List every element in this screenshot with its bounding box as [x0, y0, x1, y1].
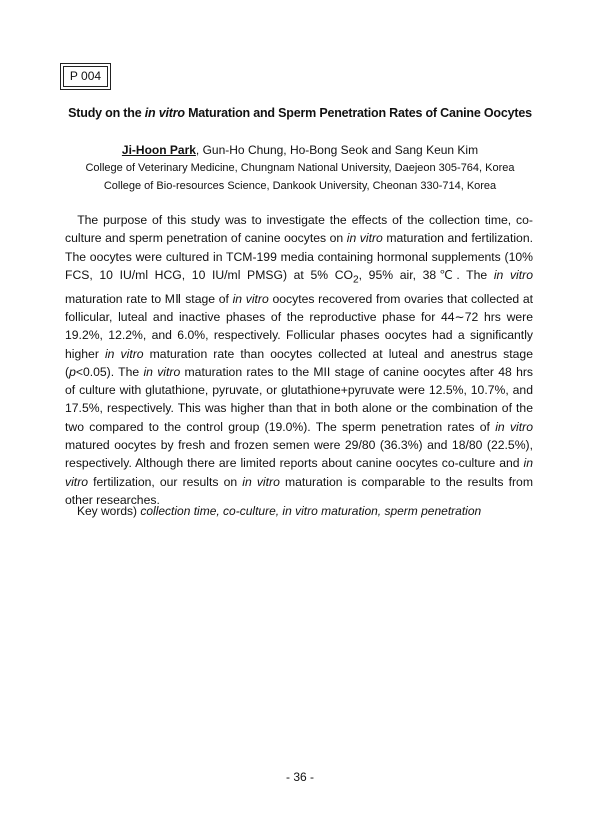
paper-title: [0, 106, 600, 120]
title-italic: in vitro: [144, 106, 185, 120]
abstract-text: oocytes recovered from ovaries that collected at follicular, luteal and inactive phases of the reproductive phase for 44∼72 hrs were 19.2%, 12.2%, and 6.0%, respectively. Follicular phases oocytes had a significantly higher: [65, 291, 533, 361]
title-suffix: Maturation and Sperm Penetration Rates of Canine Oocytes: [184, 106, 532, 120]
keywords-terms: collection time, co-culture, in vitro maturation, sperm penetration: [140, 504, 482, 518]
abstract-text: fertilization, our results on: [88, 474, 243, 489]
co-authors: , Gun-Ho Chung, Ho-Bong Seok and Sang Keun Kim: [195, 143, 479, 157]
abstract-text: maturation is comparable to the results from other researches.: [65, 474, 533, 507]
page-number: - 36 -: [285, 770, 314, 784]
abstract-text: maturation rate to MⅡ stage of: [65, 291, 233, 306]
abstract-italic: in vitro: [232, 291, 269, 306]
abstract-italic: in vitro: [493, 267, 533, 282]
abstract-text: , 95% air, 38℃. The: [358, 267, 494, 282]
abstract-paragraph: [65, 211, 533, 509]
keywords-label: Key words): [77, 504, 141, 518]
abstract-italic: in vitro: [104, 346, 144, 361]
abstract-text: The purpose of this study was to investigate the effects of the collection time, co-culture and sperm penetration of canine oocytes on: [65, 213, 533, 246]
affiliation-2: College of Bio-resources Science, Dankook University, Cheonan 330-714, Korea: [103, 180, 497, 192]
abstract-italic: p: [69, 364, 76, 379]
abstract-body: [65, 211, 533, 509]
abstract-text: maturation rate than oocytes collected at luteal and anestrus stage (: [65, 346, 533, 379]
author-list: [0, 143, 600, 157]
abstract-code-box: [63, 66, 108, 87]
abstract-italic: in vitro: [242, 474, 280, 489]
abstract-text: matured oocytes by fresh and frozen semen were 29/80 (36.3%) and 18/80 (22.5%), respectively. Although there are limited reports about canine oocytes co-culture and: [65, 438, 533, 471]
abstract-code: P 004: [69, 69, 102, 83]
affiliation-1: College of Veterinary Medicine, Chungnam National University, Daejeon 305-764, Korea: [85, 162, 515, 174]
co2-subscript: 2: [353, 274, 359, 286]
abstract-italic: in vitro: [346, 231, 383, 246]
abstract-text: maturation and fertilization. The oocytes were cultured in TCM-199 media containing hormonal supplements (10% FCS, 10 IU/ml HCG, 10 IU/ml PMSG) at 5% CO: [65, 231, 533, 282]
keywords-line: [77, 504, 537, 518]
title-prefix: Study on the: [68, 106, 145, 120]
abstract-text: <0.05). The: [75, 364, 144, 379]
abstract-text: maturation rates to the MII stage of canine oocytes after 48 hrs of culture with glutathione, pyruvate, or glutathione+pyruvate were 12.5%, 10.7%, and 17.5%, respectively. This was higher than that in both alone or the combination of the two compared to the control group (19.0%). The sperm penetration rates of: [65, 364, 533, 434]
presenting-author: Ji-Hoon Park: [121, 143, 196, 157]
abstract-italic: in vitro: [143, 364, 181, 379]
abstract-italic: in vitro: [65, 456, 533, 489]
abstract-italic: in vitro: [495, 419, 533, 434]
